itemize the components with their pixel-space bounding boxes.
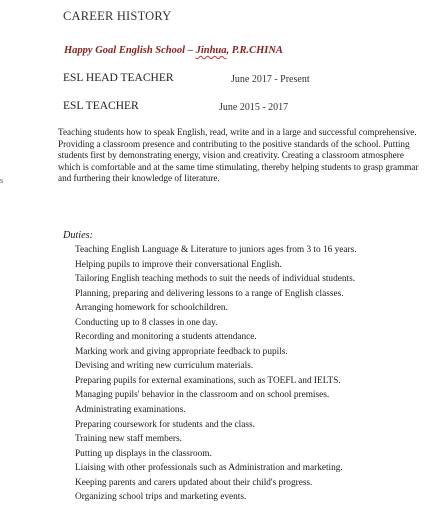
role-description: Teaching students how to speak English, read, write and in a large and successful comprehensive. Providing a classroom presence and contributing to the positive standards of the school. Putting students first by demonstrating energy, vision and creativity. Creating a classroom atmosphere which is comfortable and at the same time stimulating, thereby helping students to grasp grammar and furthering their knowledge of literature. — [58, 127, 419, 184]
role-title-head-teacher: ESL HEAD TEACHER — [63, 72, 174, 84]
duty-item: Teaching English Language & Literature to juniors ages from 3 to 16 years. — [75, 245, 357, 255]
employer-name: Happy Goal English School – — [64, 45, 196, 56]
duty-item: Preparing pupils for external examinations, such as TOEFL and IELTS. — [75, 375, 341, 386]
duty-item: Devising and writing new curriculum materials. — [75, 361, 254, 372]
role-dates-teacher: June 2015 - 2017 — [219, 102, 289, 113]
duty-item: Keeping parents and carers updated about their child's progress. — [75, 477, 313, 488]
section-title: CAREER HISTORY — [63, 9, 172, 23]
employer-line — [64, 45, 283, 56]
margin-fragment: s — [0, 176, 4, 185]
duties-heading: Duties: — [63, 230, 93, 241]
duty-item: Marking work and giving appropriate feedback to pupils. — [75, 346, 288, 357]
duty-item: Managing pupils' behavior in the classroom and on school premises. — [75, 390, 330, 401]
duty-item: Administrating examinations. — [75, 405, 186, 416]
duties-list — [75, 243, 357, 505]
role-dates-head-teacher: June 2017 - Present — [231, 74, 310, 85]
duty-item: Helping pupils to improve their conversational English. — [75, 259, 282, 270]
duty-item: Organizing school trips and marketing events. — [75, 492, 247, 503]
duty-item: Conducting up to 8 classes in one day. — [75, 317, 218, 328]
role-title-teacher: ESL TEACHER — [63, 100, 139, 112]
duty-item: Recording and monitoring a students attendance. — [75, 332, 257, 343]
duty-item: Planning, preparing and delivering lessons to a range of English classes. — [75, 288, 344, 299]
duty-item: Putting up displays in the classroom. — [75, 448, 212, 459]
duty-item: Preparing coursework for students and the class. — [75, 419, 255, 430]
duty-item: Liaising with other professionals such as Administration and marketing. — [75, 463, 343, 474]
employer-location: , P.R.CHINA — [226, 45, 283, 56]
duty-item: Training new staff members. — [75, 434, 182, 445]
duty-item: Tailoring English teaching methods to suit the needs of individual students. — [75, 274, 356, 285]
duty-item: Arranging homework for schoolchildren. — [75, 303, 228, 314]
employer-city: Jinhua — [195, 45, 227, 56]
